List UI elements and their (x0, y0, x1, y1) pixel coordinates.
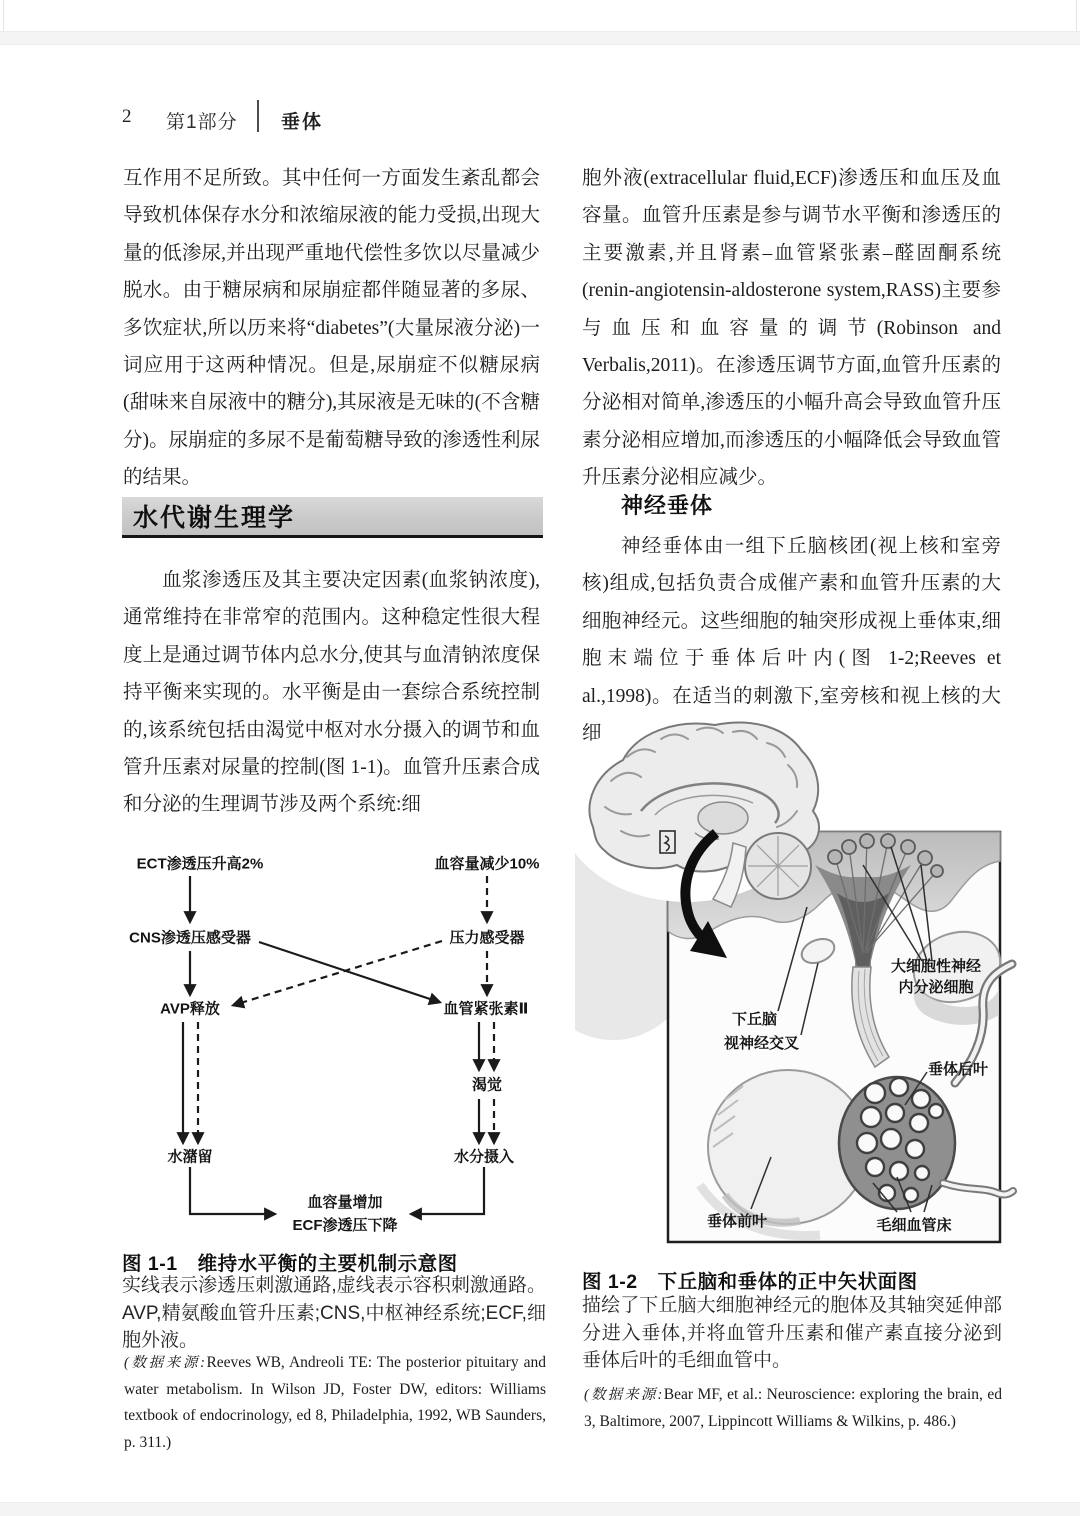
page-number: 2 (122, 106, 132, 127)
label-hypothalamus: 下丘脑 (731, 1011, 777, 1028)
label-posterior-lobe: 垂体后叶 (928, 1061, 989, 1078)
node-result-line2: ECF渗透压下降 (292, 1217, 398, 1234)
node-cns-osmoreceptor: CNS渗透压感受器 (129, 929, 251, 947)
left-paragraph-2: 血浆渗透压及其主要决定因素(血浆钠浓度),通常维持在非常窄的范围内。这种稳定性很大程度上是通过调节体内总水分,使其与血清钠浓度保持平衡来实现的。水平衡是由一套综合系统控制的,该系统包括由渴觉中枢对水分摄入的调节和血管升压素对尿量的控制(图 1-1)。血管升压素合成和分泌的生理调节涉及两个系统:细 (123, 570, 540, 816)
node-water-intake: 水分摄入 (453, 1148, 515, 1166)
section-header-bar (122, 497, 543, 538)
label-capillary-bed: 毛细血管床 (876, 1217, 952, 1234)
node-blood-volume-down: 血容量减少10% (434, 855, 540, 873)
node-result (292, 1191, 397, 1237)
label-optic-chiasm: 视神经交叉 (723, 1035, 799, 1052)
source-text: Reeves WB, Andreoli TE: The posterior pituitary and water metabolism. In Wilson JD, Foster DW, editors: Williams textbook of endocrinology, ed 8, Philadelphia, 1992, WB Saunders, p. 311.) (124, 1354, 546, 1451)
subsection-title: 神经垂体 (621, 493, 714, 518)
node-water-retention: 水潴留 (167, 1148, 213, 1166)
node-baroreceptor: 压力感受器 (449, 929, 525, 947)
node-angiotensin-ii: 血管紧张素Ⅱ (443, 1000, 529, 1018)
figure-1-2-caption-body: 描绘了下丘脑大细胞神经元的胞体及其轴突延伸部分进入垂体,并将血管升压素和催产素直接分泌到垂体后叶的毛细血管中。 (582, 1295, 1002, 1371)
source-label: (数据来源: (124, 1355, 207, 1371)
node-thirst: 渴觉 (471, 1076, 503, 1094)
figure-1-2-source-note (584, 1382, 1002, 1435)
flow-arrows-graphic (122, 845, 552, 1247)
page-gap-bottom (0, 1502, 1080, 1516)
label-magnocellular-cells (875, 956, 997, 998)
figure-1-2-caption-title: 图 1-2 下丘脑和垂体的正中矢状面图 (582, 1271, 918, 1293)
label-magno-line2: 内分泌细胞 (898, 979, 974, 996)
section-title: 水代谢生理学 (133, 504, 296, 532)
node-ecf-osmolality-up: ECT渗透压升高2% (136, 855, 264, 873)
right-paragraph-1: 胞外液(extracellular fluid,ECF)渗透压和血压及血容量。血管升压素是参与调节水平衡和渗透压的主要激素,并且肾素–血管紧张素–醛固酮系统(renin-angiotensin-aldosterone system,RASS)主要参与血压和血容量的调节(Robinson and Verbalis,2011)。在渗透压调节方面,血管升压素的分泌相对简单,渗透压的小幅升高会导致血管升压素分泌相应增加,而渗透压的小幅降低会导致血管升压素分泌相应减少。 (582, 168, 1001, 489)
figure-1-1-caption-title: 图 1-1 维持水平衡的主要机制示意图 (122, 1253, 458, 1275)
source-label: (数据来源: (584, 1387, 664, 1403)
node-result-line1: 血容量增加 (307, 1194, 383, 1211)
node-avp-release: AVP释放 (160, 1000, 220, 1018)
label-anterior-lobe: 垂体前叶 (706, 1213, 767, 1230)
previous-page-bottom-edge (3, 0, 1077, 31)
part-label: 第1部分 (166, 112, 238, 133)
figure-1-2-illustration (575, 715, 1045, 1263)
figure-1-1-flow-diagram (122, 845, 552, 1247)
right-paragraph-2: 神经垂体由一组下丘脑核团(视上核和室旁核)组成,包括负责合成催产素和血管升压素的大细胞神经元。这些细胞的轴突形成视上垂体束,细胞末端位于垂体后叶内(图 1-2;Reeves et al.,1998)。在适当的刺激下,室旁核和视上核的大细 (582, 536, 1001, 745)
left-paragraph-1: 互作用不足所致。其中任何一方面发生紊乱都会导致机体保存水分和浓缩尿液的能力受损,出现大量的低渗尿,并出现严重地代偿性多饮以尽量减少脱水。由于糖尿病和尿崩症都伴随显著的多尿、多饮症状,所以历来将“diabetes”(大量尿液分泌)一词应用于这两种情况。但是,尿崩症不似糖尿病(甜味来自尿液中的糖分),其尿液是无味的(不含糖分)。尿崩症的多尿不是葡萄糖导致的渗透性利尿的结果。 (123, 168, 540, 489)
source-text: Bear MF, et al.: Neuroscience: exploring the brain, ed 3, Baltimore, 2007, Lippincott Williams & Wilkins, p. 486.) (584, 1386, 1002, 1430)
label-magno-line1: 大细胞性神经 (890, 958, 981, 975)
header-divider (257, 100, 259, 132)
figure-1-1-source-note (124, 1350, 546, 1456)
page-gap-top (0, 31, 1080, 45)
chapter-title: 垂体 (281, 112, 324, 133)
figure-1-1-caption-body: 实线表示渗透压刺激通路,虚线表示容积刺激通路。AVP,精氨酸血管升压素;CNS,中枢神经系统;ECF,细胞外液。 (122, 1275, 546, 1351)
